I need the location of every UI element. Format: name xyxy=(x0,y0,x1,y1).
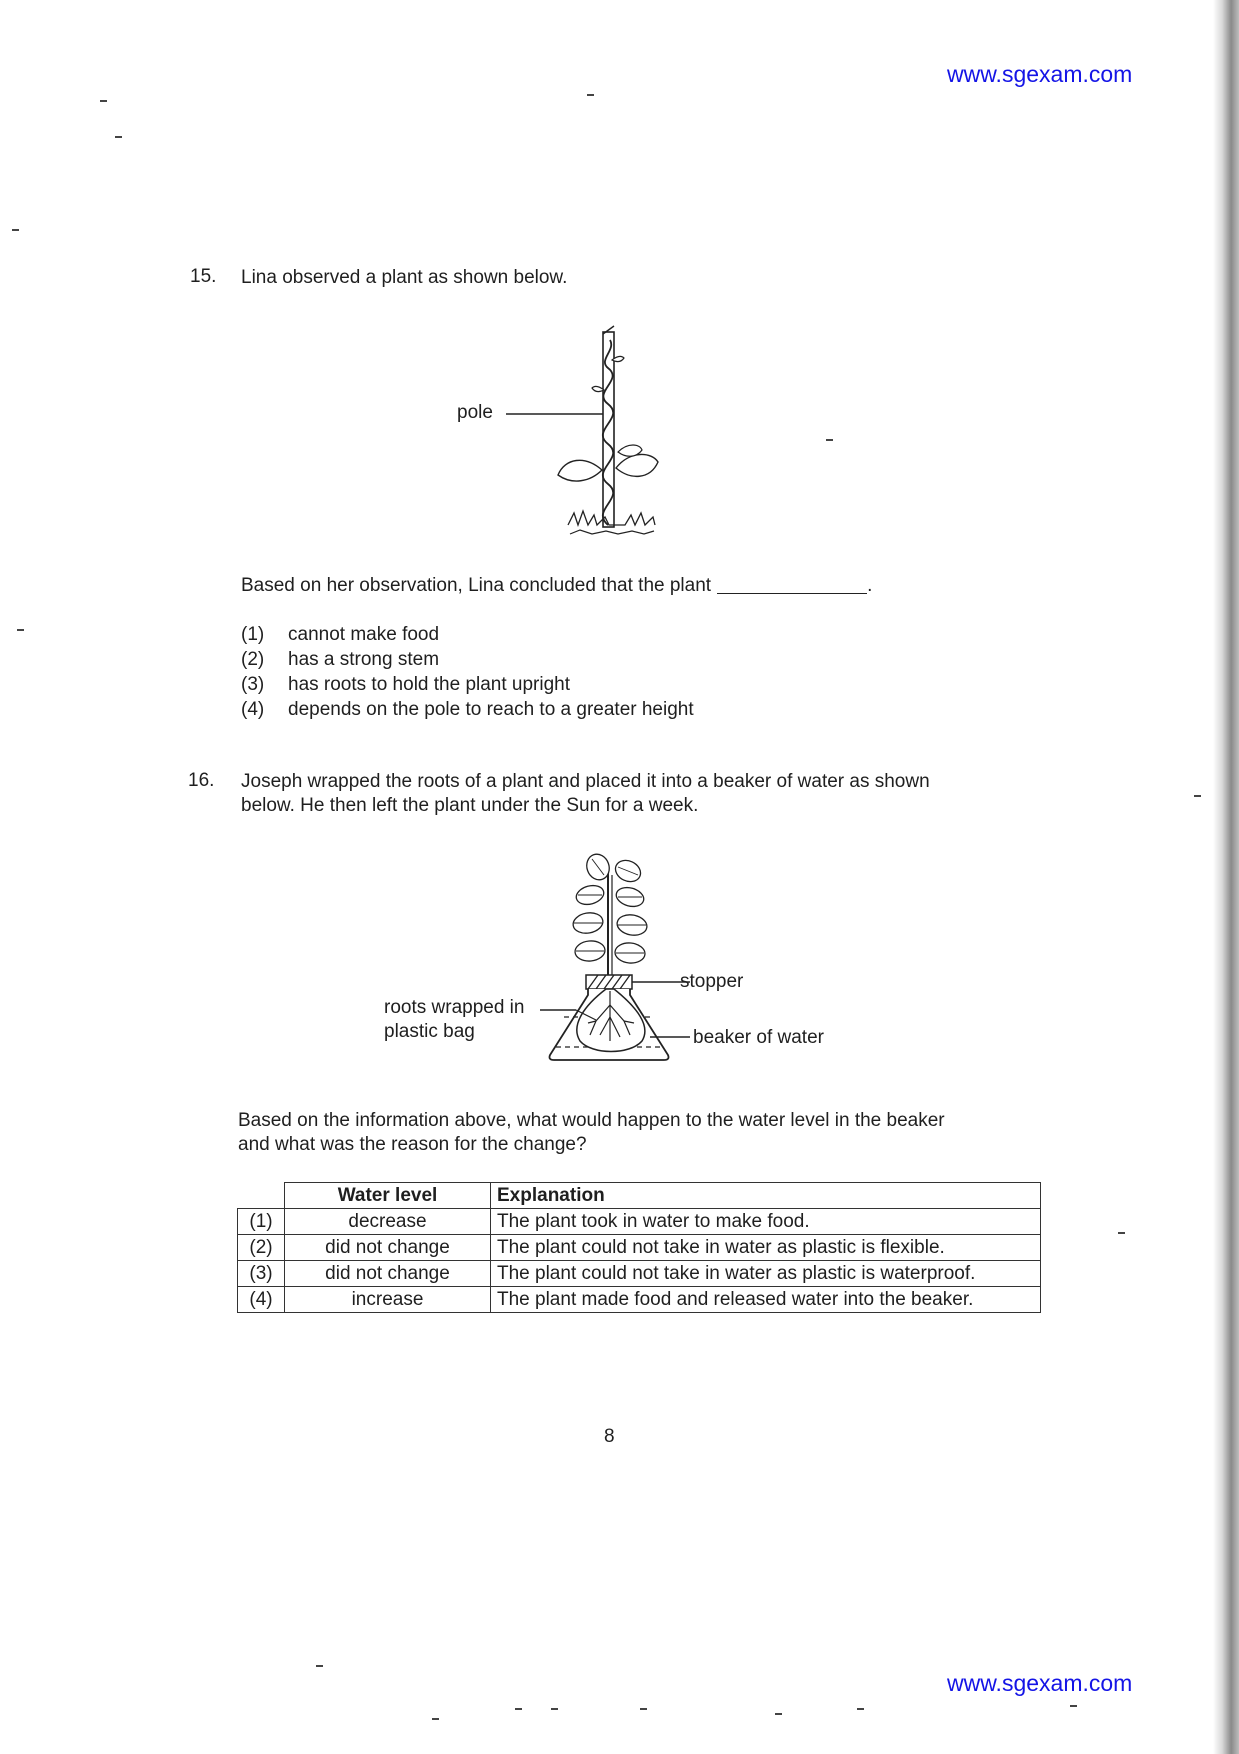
scan-speck xyxy=(587,94,594,96)
scan-speck xyxy=(1118,1232,1125,1234)
q15-plant-pole-figure xyxy=(440,320,670,545)
table-header-empty xyxy=(238,1183,285,1209)
label-stopper: stopper xyxy=(680,971,744,992)
option-text: has a strong stem xyxy=(288,649,440,670)
table-header-row xyxy=(238,1183,1041,1209)
row-number: (1) xyxy=(238,1209,285,1235)
label-beaker: beaker of water xyxy=(693,1027,824,1048)
row-water-level: did not change xyxy=(285,1235,491,1261)
q16-answer-table xyxy=(237,1182,1041,1313)
row-water-level: did not change xyxy=(285,1261,491,1287)
q16-prompt-line1: Based on the information above, what would happen to the water level in the beaker xyxy=(238,1110,945,1131)
option-number: (3) xyxy=(241,674,265,695)
answer-blank xyxy=(717,593,867,594)
scan-speck xyxy=(1194,795,1201,797)
row-explanation: The plant could not take in water as plastic is waterproof. xyxy=(491,1261,1041,1287)
scan-speck xyxy=(316,1665,323,1667)
row-number: (2) xyxy=(238,1235,285,1261)
row-number: (3) xyxy=(238,1261,285,1287)
scan-edge-shadow xyxy=(1213,0,1239,1754)
watermark-bottom: www.sgexam.com xyxy=(947,1670,1133,1696)
watermark-top: www.sgexam.com xyxy=(947,61,1133,87)
table-header-water-level: Water level xyxy=(285,1183,491,1209)
q15-option-4 xyxy=(241,697,694,722)
option-text: has roots to hold the plant upright xyxy=(288,674,571,695)
q16-stem-line1: Joseph wrapped the roots of a plant and placed it into a beaker of water as shown xyxy=(241,771,930,792)
scan-speck xyxy=(1070,1705,1077,1707)
q15-stem: Lina observed a plant as shown below. xyxy=(241,267,568,288)
q15-prompt-text: Based on her observation, Lina concluded that the plant xyxy=(241,575,712,596)
label-pole: pole xyxy=(457,402,493,423)
scan-speck xyxy=(432,1718,439,1720)
q15-number: 15. xyxy=(190,266,217,287)
row-explanation: The plant took in water to make food. xyxy=(491,1209,1041,1235)
table-row xyxy=(238,1235,1041,1261)
q16-label-leaders xyxy=(540,1000,690,1040)
scan-speck xyxy=(12,229,19,231)
label-roots-line2: plastic bag xyxy=(384,1021,475,1042)
option-number: (4) xyxy=(241,699,265,720)
row-explanation: The plant made food and released water into the beaker. xyxy=(491,1287,1041,1313)
scan-speck xyxy=(826,439,833,441)
scan-speck xyxy=(775,1713,782,1715)
scan-speck xyxy=(551,1708,558,1710)
q15-option-1 xyxy=(241,622,439,647)
q15-option-2 xyxy=(241,647,439,672)
row-water-level: decrease xyxy=(285,1209,491,1235)
q16-prompt-line2: and what was the reason for the change? xyxy=(238,1134,587,1155)
row-explanation: The plant could not take in water as plastic is flexible. xyxy=(491,1235,1041,1261)
row-water-level: increase xyxy=(285,1287,491,1313)
option-number: (1) xyxy=(241,624,265,645)
option-number: (2) xyxy=(241,649,265,670)
table-row xyxy=(238,1209,1041,1235)
option-text: cannot make food xyxy=(288,624,440,645)
q16-number: 16. xyxy=(188,770,215,791)
q15-option-3 xyxy=(241,672,570,697)
scan-speck xyxy=(515,1708,522,1710)
label-roots-line1: roots wrapped in xyxy=(384,997,525,1018)
option-text: depends on the pole to reach to a greater height xyxy=(288,699,694,720)
page-number: 8 xyxy=(604,1426,615,1447)
scan-speck xyxy=(100,100,107,102)
table-row xyxy=(238,1287,1041,1313)
scan-speck xyxy=(857,1708,864,1710)
q15-prompt: Based on her observation, Lina concluded that the plant . xyxy=(241,575,873,596)
q16-stem-line2: below. He then left the plant under the Sun for a week. xyxy=(241,795,699,816)
table-row xyxy=(238,1261,1041,1287)
scan-speck xyxy=(640,1708,647,1710)
scan-speck xyxy=(115,136,122,138)
row-number: (4) xyxy=(238,1287,285,1313)
table-header-explanation: Explanation xyxy=(491,1183,1041,1209)
scan-speck xyxy=(17,629,24,631)
